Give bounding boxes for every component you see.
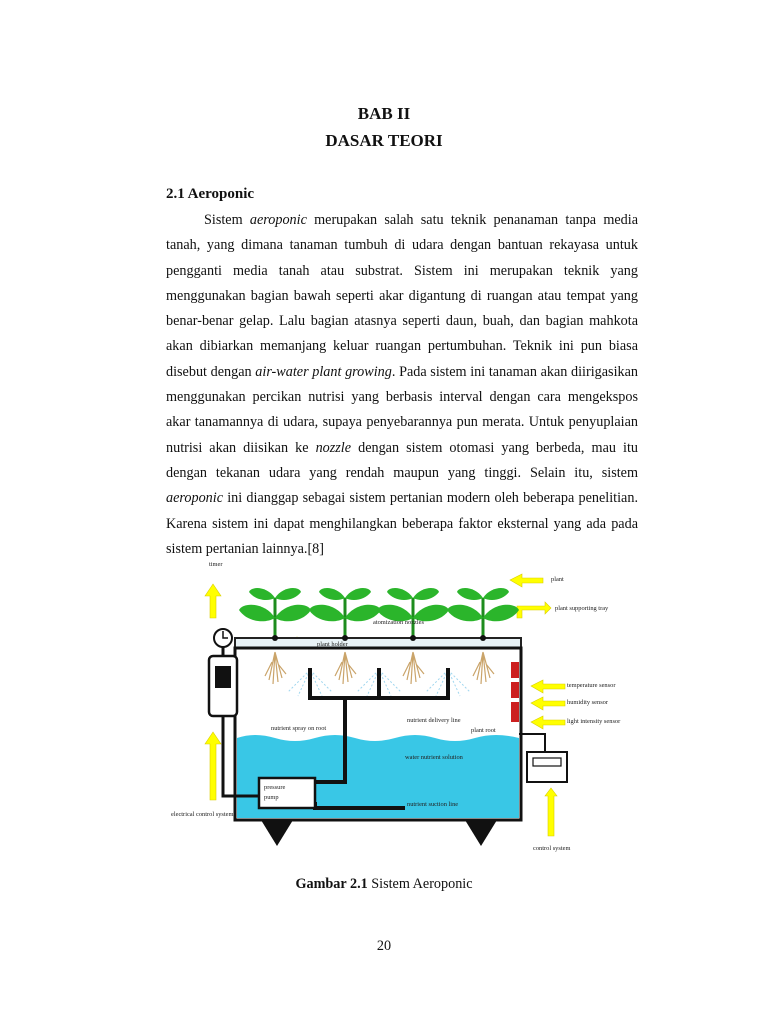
chapter-title: DASAR TEORI	[325, 131, 443, 150]
label-plant-supporting-tray: plant supporting tray	[555, 605, 609, 612]
label-atomization-nozzles: atomization nozzles	[373, 619, 424, 626]
aeroponic-diagram	[165, 556, 625, 856]
italic-term: air-water plant growing	[255, 363, 392, 380]
label-nutrient-spray-on-root: nutrient spray on root	[271, 725, 327, 732]
section-heading: 2.1 Aeroponic	[166, 186, 255, 202]
text-run: merupakan salah satu teknik penanaman tanpa media tanah, yang dimana tanaman tumbuh di udara dengan bantuan rekayasa untuk pengganti media tanah atau substrat. Sistem ini merupakan teknik yang menggunakan bagian bawah seperti akar digantung di ruangan atau tempat yang benar-benar gelap. Lalu bagian atasnya seperti daun, buah, dan bagian mahkota akan dibiarkan memanjang keluar ruangan pertumbuhan. Teknik ini pun biasa disebut dengan	[166, 212, 638, 380]
italic-term: nozzle	[315, 439, 352, 456]
label-plant-root: plant root	[471, 727, 496, 734]
label-pressure: pressure	[264, 784, 286, 791]
text-run: dengan sistem otomasi yang berbeda, mau itu dengan tekanan udara yang rendah maupun yang tinggi. Selain itu, sistem	[166, 439, 638, 481]
label-nutrient-delivery-line: nutrient delivery line	[407, 717, 461, 724]
text-run: Sistem	[204, 212, 250, 228]
label-nutrient-suction-line: nutrient suction line	[407, 801, 459, 808]
label-control-system: control system	[533, 845, 571, 852]
label-timer: timer	[209, 561, 223, 568]
label-plant: plant	[551, 576, 564, 583]
italic-term: aeroponic	[249, 212, 307, 228]
figure-caption	[0, 876, 768, 893]
caption-text: Sistem Aeroponic	[367, 876, 473, 892]
label-water-nutrient-solution: water nutrient solution	[405, 754, 463, 761]
italic-term: aeroponic	[166, 490, 223, 507]
text-run: . Pada sistem ini tanaman akan diirigasikan menggunakan percikan nutrisi yang berbasis interval dengan cara mengekspos akar tanamannya di udara, supaya penyebarannya pun merata. Untuk penyuplaian nutrisi akan diisikan ke	[166, 363, 638, 456]
label-humidity-sensor: humidity sensor	[567, 699, 609, 706]
label-pump: pump	[264, 794, 279, 801]
label-plant-holder: plant holder	[317, 641, 348, 648]
label-electrical-control-system: electrical control system	[171, 811, 234, 818]
chapter-number: BAB II	[357, 104, 411, 123]
label-temperature-sensor: temperature sensor	[567, 682, 616, 689]
page-number: 20	[376, 938, 392, 954]
label-light-intensity-sensor: light intensity sensor	[567, 718, 621, 725]
caption-label: Gambar 2.1	[295, 876, 368, 892]
body-paragraph	[166, 208, 638, 562]
text-run: ini dianggap sebagai sistem pertanian modern oleh beberapa penelitian. Karena sistem ini dapat menghilangkan beberapa faktor eksternal yang ada pada sistem pertanian lainnya.[8]	[166, 490, 638, 557]
